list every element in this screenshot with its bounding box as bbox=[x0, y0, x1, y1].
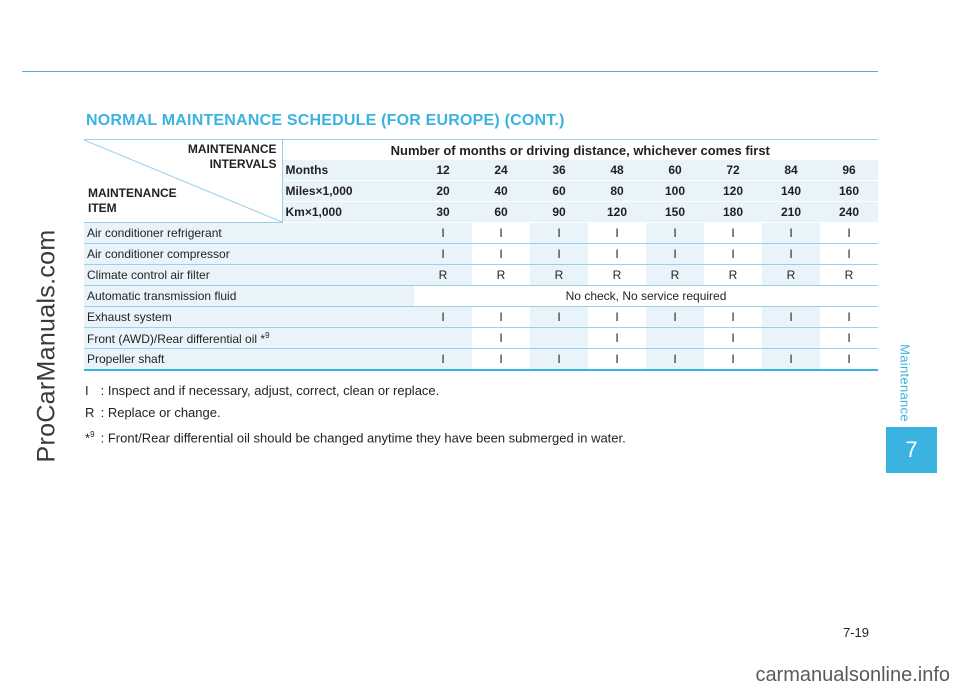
chapter-tab[interactable] bbox=[886, 427, 937, 473]
legend-symbol bbox=[85, 383, 97, 399]
item-cell: R bbox=[820, 265, 878, 286]
interval-value: 160 bbox=[820, 181, 878, 202]
header-rule bbox=[22, 71, 878, 72]
chapter-label: Maintenance bbox=[897, 344, 913, 422]
table-row bbox=[84, 265, 878, 286]
item-cell: I bbox=[588, 307, 646, 328]
interval-value: 48 bbox=[588, 160, 646, 181]
watermark-bottom: carmanualsonline.info bbox=[755, 664, 950, 686]
item-cell: I bbox=[588, 244, 646, 265]
headline-row bbox=[84, 140, 878, 161]
legend-symbol-text: I bbox=[85, 383, 89, 398]
item-name bbox=[84, 328, 414, 349]
legend-symbol-text: R bbox=[85, 405, 95, 420]
legend-symbol bbox=[85, 405, 97, 421]
item-cell bbox=[646, 328, 704, 349]
item-cell: I bbox=[646, 223, 704, 244]
interval-value: 12 bbox=[414, 160, 472, 181]
item-cell bbox=[762, 328, 820, 349]
item-name-text: Climate control air filter bbox=[87, 268, 210, 282]
item-cell: I bbox=[414, 307, 472, 328]
interval-value: 84 bbox=[762, 160, 820, 181]
item-cell: I bbox=[414, 244, 472, 265]
item-name bbox=[84, 223, 414, 244]
item-cell: I bbox=[472, 349, 530, 371]
interval-value: 100 bbox=[646, 181, 704, 202]
item-name-text: Propeller shaft bbox=[87, 352, 165, 366]
item-cell: I bbox=[472, 307, 530, 328]
item-cell: I bbox=[762, 349, 820, 371]
item-cell: I bbox=[530, 307, 588, 328]
item-cell: R bbox=[414, 265, 472, 286]
item-cell: R bbox=[762, 265, 820, 286]
interval-value: 180 bbox=[704, 202, 762, 223]
legend-item bbox=[85, 427, 626, 449]
item-cell: I bbox=[704, 307, 762, 328]
chapter-number: 7 bbox=[905, 437, 918, 462]
item-cell: I bbox=[820, 349, 878, 371]
legend bbox=[85, 383, 626, 449]
interval-value: 120 bbox=[588, 202, 646, 223]
corner-item-label: MAINTENANCE ITEM bbox=[88, 186, 177, 215]
interval-value: 150 bbox=[646, 202, 704, 223]
item-name-text: Exhaust system bbox=[87, 310, 172, 324]
interval-value: 60 bbox=[646, 160, 704, 181]
item-cell bbox=[414, 328, 472, 349]
page-title: NORMAL MAINTENANCE SCHEDULE (FOR EUROPE) (CONT.) bbox=[86, 112, 565, 129]
item-name-text: Front (AWD)/Rear differential oil * bbox=[87, 331, 266, 346]
item-cell: I bbox=[588, 223, 646, 244]
legend-item bbox=[85, 383, 626, 405]
item-cell: I bbox=[820, 307, 878, 328]
interval-value: 96 bbox=[820, 160, 878, 181]
item-cell: I bbox=[704, 328, 762, 349]
legend-symbol bbox=[85, 427, 97, 446]
item-cell: I bbox=[646, 307, 704, 328]
table-corner bbox=[84, 140, 282, 223]
item-cell: I bbox=[704, 349, 762, 371]
item-cell bbox=[530, 328, 588, 349]
item-cell: I bbox=[820, 223, 878, 244]
interval-value: 60 bbox=[530, 181, 588, 202]
item-cell: I bbox=[414, 223, 472, 244]
table-row bbox=[84, 349, 878, 371]
item-cell: I bbox=[530, 349, 588, 371]
interval-label: Miles×1,000 bbox=[282, 181, 414, 202]
item-name-text: Air conditioner compressor bbox=[87, 247, 230, 261]
item-cell: I bbox=[762, 307, 820, 328]
item-cell: I bbox=[820, 244, 878, 265]
legend-item bbox=[85, 405, 626, 427]
item-cell: I bbox=[414, 349, 472, 371]
table-row bbox=[84, 307, 878, 328]
legend-text: : Front/Rear differential oil should be changed anytime they have been submerged in water. bbox=[97, 430, 626, 446]
interval-value: 140 bbox=[762, 181, 820, 202]
item-name-text: Air conditioner refrigerant bbox=[87, 226, 222, 240]
footnote-mark: 9 bbox=[265, 330, 270, 340]
interval-value: 40 bbox=[472, 181, 530, 202]
interval-value: 36 bbox=[530, 160, 588, 181]
item-cell: I bbox=[646, 244, 704, 265]
item-cell: I bbox=[646, 349, 704, 371]
item-cell: I bbox=[762, 244, 820, 265]
item-cell: I bbox=[704, 244, 762, 265]
item-note: No check, No service required bbox=[414, 286, 878, 307]
page-number: 7-19 bbox=[843, 625, 870, 640]
item-cell: I bbox=[472, 223, 530, 244]
item-cell: I bbox=[530, 223, 588, 244]
table-row bbox=[84, 223, 878, 244]
item-cell: I bbox=[762, 223, 820, 244]
legend-text: : Replace or change. bbox=[97, 405, 221, 420]
item-cell: I bbox=[472, 328, 530, 349]
item-name bbox=[84, 286, 414, 307]
interval-label: Km×1,000 bbox=[282, 202, 414, 223]
item-cell: R bbox=[704, 265, 762, 286]
interval-value: 120 bbox=[704, 181, 762, 202]
item-cell: I bbox=[530, 244, 588, 265]
interval-value: 72 bbox=[704, 160, 762, 181]
legend-footnote-mark: 9 bbox=[90, 430, 95, 439]
watermark-side: ProCarManuals.com bbox=[32, 229, 61, 463]
table-row bbox=[84, 286, 878, 307]
table-row bbox=[84, 328, 878, 349]
item-cell: I bbox=[472, 244, 530, 265]
item-cell: I bbox=[588, 349, 646, 371]
item-name-text: Automatic transmission fluid bbox=[87, 289, 237, 303]
legend-symbol-text: * bbox=[85, 430, 91, 446]
corner-intervals-label: MAINTENANCE INTERVALS bbox=[187, 142, 277, 171]
interval-value: 60 bbox=[472, 202, 530, 223]
item-name bbox=[84, 265, 414, 286]
interval-label: Months bbox=[282, 160, 414, 181]
item-cell: I bbox=[588, 328, 646, 349]
interval-value: 210 bbox=[762, 202, 820, 223]
item-cell: I bbox=[820, 328, 878, 349]
interval-value: 240 bbox=[820, 202, 878, 223]
interval-value: 24 bbox=[472, 160, 530, 181]
item-cell: I bbox=[704, 223, 762, 244]
maintenance-table bbox=[84, 139, 878, 371]
table-headline: Number of months or driving distance, whichever comes first bbox=[282, 140, 878, 161]
item-cell: R bbox=[588, 265, 646, 286]
item-name bbox=[84, 244, 414, 265]
item-cell: R bbox=[530, 265, 588, 286]
item-name bbox=[84, 307, 414, 328]
item-cell: R bbox=[646, 265, 704, 286]
item-cell: R bbox=[472, 265, 530, 286]
interval-value: 20 bbox=[414, 181, 472, 202]
interval-value: 30 bbox=[414, 202, 472, 223]
interval-value: 80 bbox=[588, 181, 646, 202]
legend-text: : Inspect and if necessary, adjust, correct, clean or replace. bbox=[97, 383, 440, 398]
table-row bbox=[84, 244, 878, 265]
item-name bbox=[84, 349, 414, 371]
interval-value: 90 bbox=[530, 202, 588, 223]
